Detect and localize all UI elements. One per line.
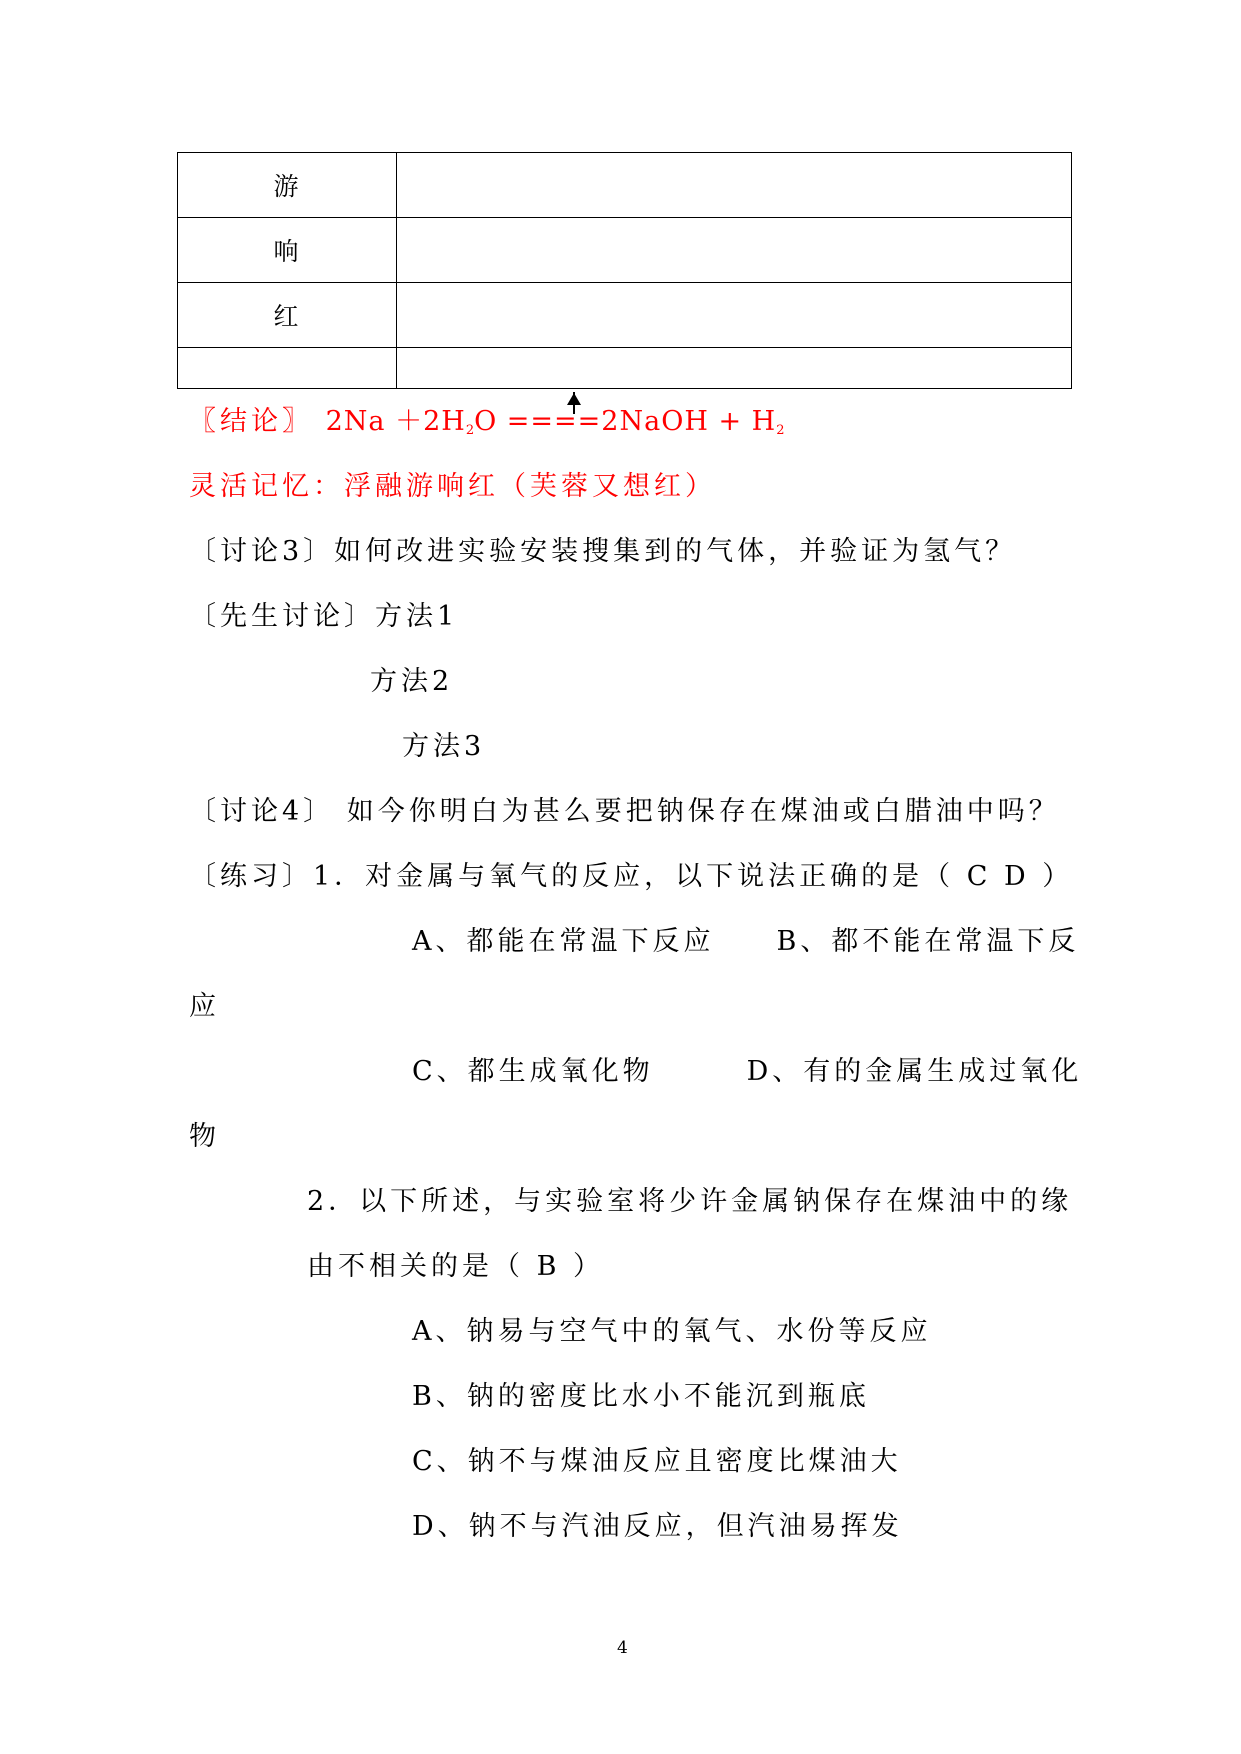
- exercise-2-option-c: C、钠不与煤油反应且密度比煤油大: [412, 1446, 902, 1477]
- student-discussion-method-1: 〔先生讨论〕方法1: [189, 601, 459, 632]
- discussion-4: 〔讨论4〕 如今你明白为甚么要把钠保存在煤油或白腊油中吗？: [189, 796, 1060, 827]
- equation-part: O ====2NaOH + H: [474, 406, 777, 437]
- table-cell-phenomenon: 红: [178, 283, 397, 348]
- table-cell-explanation: [397, 348, 1072, 389]
- exercise-1-question: 〔练习〕1．对金属与氧气的反应，以下说法正确的是（ C D ）: [189, 861, 1074, 892]
- table-cell-phenomenon: [178, 348, 397, 389]
- conclusion-line: [189, 406, 785, 439]
- table-row: [178, 153, 1072, 218]
- exercise-1-options-ab: A、都能在常温下反应 B、都不能在常温下反: [412, 926, 1080, 957]
- exercise-2-question-line-1: 2．以下所述，与实验室将少许金属钠保存在煤油中的缘: [307, 1186, 1073, 1217]
- exercise-2-option-d: D、钠不与汽油反应，但汽油易挥发: [412, 1511, 903, 1542]
- exercise-1-options-cd-wrap: 物: [189, 1121, 220, 1152]
- page-number: 4: [617, 1638, 628, 1658]
- exercise-1-options-cd: C、都生成氧化物 D、有的金属生成过氧化: [412, 1056, 1083, 1087]
- table-row: [178, 283, 1072, 348]
- conclusion-label: 〖结论〗: [189, 406, 313, 437]
- table-cell-phenomenon: 响: [178, 218, 397, 283]
- table-row: [178, 218, 1072, 283]
- table-cell-explanation: [397, 283, 1072, 348]
- subscript: 2: [465, 423, 475, 438]
- observation-table: [177, 152, 1072, 389]
- table-cell-phenomenon: 游: [178, 153, 397, 218]
- equation: [326, 406, 785, 437]
- method-2: 方法2: [370, 666, 454, 697]
- subscript: 2: [776, 423, 785, 438]
- table-row: [178, 348, 1072, 389]
- table-cell-explanation: [397, 218, 1072, 283]
- equation-part: 2Na ＋2H: [325, 406, 466, 437]
- exercise-2-option-a: A、钠易与空气中的氧气、水份等反应: [412, 1316, 932, 1347]
- memory-line: 灵活记忆：浮融游响红（芙蓉又想红）: [189, 471, 716, 502]
- exercise-2-question-line-2: 由不相关的是（ B ）: [307, 1251, 605, 1282]
- exercise-1-options-ab-wrap: 应: [189, 991, 220, 1022]
- discussion-3: 〔讨论3〕如何改进实验安装搜集到的气体，并验证为氢气？: [189, 536, 1017, 567]
- gas-arrowhead-icon: [567, 393, 581, 405]
- table-cell-explanation: [397, 153, 1072, 218]
- exercise-2-option-b: B、钠的密度比水小不能沉到瓶底: [412, 1381, 870, 1412]
- method-3: 方法3: [402, 731, 486, 762]
